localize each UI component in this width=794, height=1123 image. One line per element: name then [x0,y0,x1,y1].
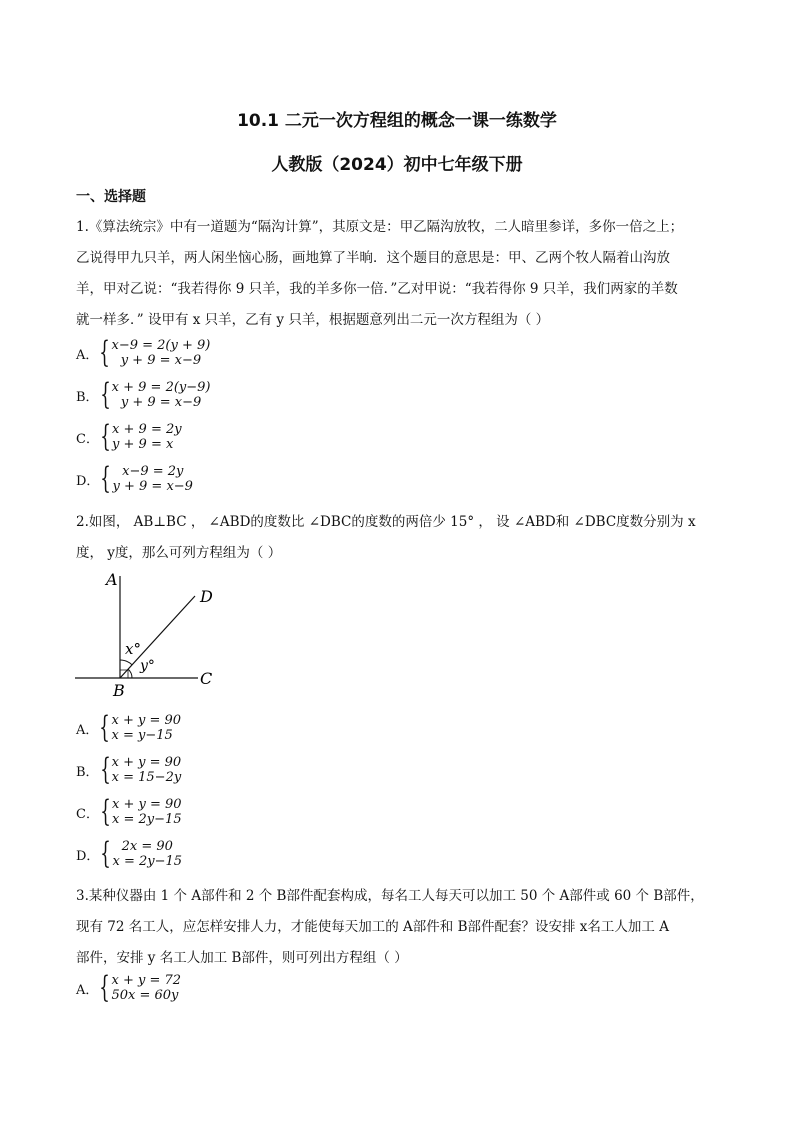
q3-option-a[interactable] [76,970,182,1005]
option-letter: A． [76,722,99,738]
option-letter: C． [76,431,99,447]
equation: x + y = 72 [111,973,182,988]
option-letter: B． [76,389,99,405]
angle-arc-y [128,669,132,678]
q2-option-c[interactable] [76,794,182,829]
label-c: C [200,669,213,688]
equation: x + 9 = 2y [112,422,182,437]
label-x-angle: x° [125,640,141,658]
brace-icon: { [100,461,112,496]
equation: x−9 = 2(y + 9) [111,338,211,353]
q1-text-line: 乙说得甲九只羊，两人闲坐恼心肠，画地算了半晌．这个题目的意思是：甲、乙两个牧人隔着山沟放 [76,250,670,266]
option-letter: B． [76,764,99,780]
option-letter: D． [76,473,100,489]
brace-icon: { [99,710,111,745]
ray-bd [120,596,195,678]
equation: x−9 = 2y [122,464,184,479]
equation: x + y = 90 [112,797,182,812]
brace-icon: { [99,752,111,787]
option-letter: A． [76,347,99,363]
brace-icon: { [100,794,111,829]
q1-option-d[interactable] [76,461,193,496]
option-letter: C． [76,806,99,822]
brace-icon: { [99,970,111,1005]
equation: x = 2y−15 [112,854,183,869]
q2-text-line: 度， y度，那么可列方程组为（ ） [76,545,282,561]
angle-arc-x [120,660,132,665]
q1-text-line: 就一样多．” 设甲有 x 只羊，乙有 y 只羊，根据题意列出二元一次方程组为（ ） [76,312,550,328]
equation: x + y = 90 [111,755,182,770]
equation: x + y = 90 [111,713,182,728]
title-line-2: 人教版（2024）初中七年级下册 [271,155,523,175]
equation: y + 9 = x−9 [120,353,202,368]
equation: 50x = 60y [111,988,179,1003]
equation: x = 15−2y [111,770,182,785]
equation: y + 9 = x [112,437,174,452]
equation: x = y−15 [111,728,173,743]
label-b: B [113,681,125,700]
q3-text-line: 3.某种仪器由 1 个 A部件和 2 个 B部件配套构成，每名工人每天可以加工 50 个 A部件或 60 个 B部件， [76,888,704,904]
q3-text-line: 现有 72 名工人，应怎样安排人力，才能使每天加工的 A部件和 B部件配套？设安排 x名工人加工 A [76,919,669,935]
label-y-angle: y° [140,658,155,674]
brace-icon: { [99,377,111,412]
q2-option-b[interactable] [76,752,182,787]
brace-icon: { [100,419,111,454]
title-line-1: 10.1 二元一次方程组的概念一课一练数学 [237,111,557,131]
equation: x = 2y−15 [112,812,182,827]
q3-text-line: 部件，安排 y 名工人加工 B部件，则可列出方程组（ ） [76,950,408,966]
label-d: D [200,587,213,606]
equation: y + 9 = x−9 [120,395,202,410]
equation: x + 9 = 2(y−9) [111,380,211,395]
brace-icon: { [99,335,111,370]
brace-icon: { [100,836,112,871]
q1-text-line: 1.《算法统宗》中有一道题为“隔沟计算”，其原文是：甲乙隔沟放牧，二人暗里参详，多你一倍之上； [76,219,684,235]
angle-figure [70,566,230,701]
option-letter: D． [76,848,100,864]
q1-option-b[interactable] [76,377,211,412]
q2-option-a[interactable] [76,710,182,745]
equation: 2x = 90 [121,839,173,854]
equation: y + 9 = x−9 [112,479,193,494]
label-a: A [106,570,118,589]
section-heading: 一、选择题 [76,189,146,205]
q1-option-a[interactable] [76,335,211,370]
q1-text-line: 羊，甲对乙说：“我若得你 9 只羊，我的羊多你一倍．”乙对甲说：“我若得你 9 只羊，我们两家的羊数 [76,281,678,297]
option-letter: A． [76,982,99,998]
q2-option-d[interactable] [76,836,183,871]
q1-option-c[interactable] [76,419,182,454]
q2-text-line: 2.如图， AB⊥BC ， ∠ABD的度数比 ∠DBC的度数的两倍少 15° ， 设 ∠ABD和 ∠DBC度数分别为 x [76,514,696,530]
